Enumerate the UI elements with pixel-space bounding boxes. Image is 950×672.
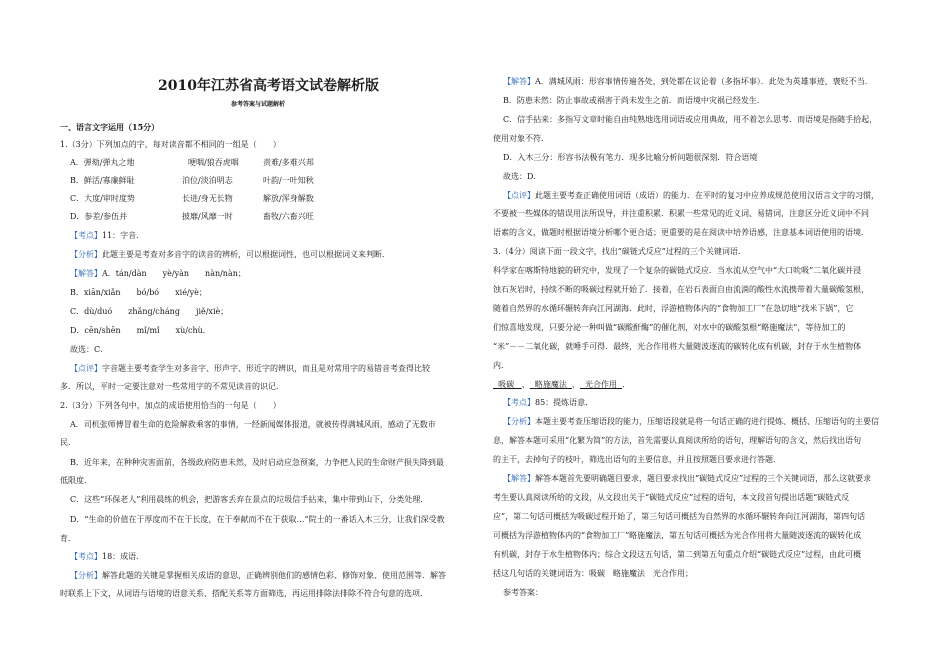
q1-d-part3: 畜牧/六畜兴旺 <box>263 212 314 221</box>
answer-blank-2 <box>530 380 572 389</box>
q2-option-a-cont: 民． <box>60 438 76 447</box>
jieda-tag: 【解答】 <box>503 474 535 483</box>
q1-dianping <box>70 363 430 374</box>
q1-jieda <box>70 268 246 279</box>
q2-dianping <box>503 190 879 201</box>
q2-stem: 2.（3分）下列各句中，加点的成语使用恰当的一句是（ ） <box>60 401 281 410</box>
q1-a-part2: 哽咽/狼吞虎咽 <box>188 158 239 167</box>
q1-c-part2: 长进/身无长物 <box>182 194 233 203</box>
fenxi-tag: 【分析】 <box>70 250 102 259</box>
answer-1: 吸碳 <box>498 380 515 389</box>
q3-kaodian-text: 85：提炼语意． <box>535 398 594 407</box>
q3-jieda-line4: 可概括为浮游植物体内的“食物加工厂”略施魔法，第五句话可概括为光合作用将大量随波逐流的碳转化成 <box>493 531 862 540</box>
q3-answer-blanks: 吸碳 、 略施魔法 、 光合作用 ． <box>493 379 630 390</box>
q2-option-c: C．这些“环保老人”利用晨练的机会，把游客丢弃在景点的垃圾信手拈来，集中带到山下，分类处理． <box>70 495 429 504</box>
q1-fenxi <box>70 249 390 260</box>
answer-3: 光合作用 <box>585 380 618 389</box>
jieda-tag: 【解答】 <box>70 269 102 278</box>
answer-blank-1 <box>493 380 522 389</box>
q1-option-b <box>70 175 314 186</box>
jieda-tag: 【解答】 <box>503 77 535 86</box>
kaodian-tag: 【考点】 <box>70 231 102 240</box>
q2-kaodian <box>70 551 144 562</box>
q3-jieda-line2: 考生要认真阅读所给的文段，从文段出关于“碳链式反应”过程的语句，本文段首句提出话题“碳链式反 <box>493 493 850 502</box>
dianping-tag: 【点评】 <box>70 364 102 373</box>
q3-stem: 3.（4分）阅读下面一段文字，找出“碳链式反应”过程的三个关键词语． <box>493 247 746 256</box>
q1-jieda-c: C．dù/duó zhǎng/cháng jiě/xiè； <box>70 307 229 316</box>
q1-dianping-line1: 字音题主要考查学生对多音字、形声字、形近字的辨识，而且是对常用字的易错音考查得比较 <box>102 364 430 373</box>
q2-jieda-c-cont: 使用对象不符． <box>493 134 549 143</box>
q1-option-c <box>70 193 314 204</box>
q1-option-d <box>70 211 314 222</box>
q3-jieda-line5: 有机碳，封存于水生植物体内；综合文段这五句话，第二到第五句重点介绍“碳链式反应”过程，由此可概 <box>493 550 862 559</box>
q1-d-part1: D．参差/参伍并 <box>70 212 128 221</box>
q1-kaodian <box>70 230 144 241</box>
q1-fenxi-text: 此题主要是考查对多音字的读音的辨析，可以根据词性，也可以根据词义来判断． <box>102 250 390 259</box>
kaodian-tag: 【考点】 <box>503 398 535 407</box>
q2-dianping-line2: 不要被一些媒体的错误用法所误导，并注重积累．积累一些常见的近义词、易错词，注意区分近义词中不同 <box>493 209 869 218</box>
page-subtitle: 参考答案与试题解析 <box>231 101 286 108</box>
q1-kaodian-text: 11：字音． <box>102 231 145 240</box>
q3-fenxi-line1: 本题主要考查压缩语段的能力，压缩语段就是将一句话正确的进行提炼、概括、压缩语句的主要信 <box>535 417 879 426</box>
q1-jieda-b: B．xiān/xiǎn bó/bó xié/yè； <box>70 288 207 297</box>
q3-fenxi-line2: 息，解答本题可采用“化繁为简”的方法，首先需要认真阅读所给的语句，理解语句的含义，然后找出语句 <box>493 436 862 445</box>
q2-option-a: A．司机张师傅冒着生命的危险解救乘客的事情，一经新闻媒体报道，就被传得满城风雨，感动了无数市 <box>70 420 436 429</box>
q2-fenxi-line2: 时联系上下文，从词语与语境的语意关系、搭配关系等方面筛选，再运用排除法排除不符合句意的选项． <box>60 589 428 598</box>
q1-answer: 故选：C． <box>70 345 109 354</box>
q3-fenxi-line3: 的主干，去掉句子的枝叶，筛选出语句的主要信息，并且按照题目要求进行答题． <box>493 455 781 464</box>
q2-jieda-c: C．信手拈来：多指写文章时能自由纯熟地选用词语或应用典故，用不着怎么思考．而语境是指随手拾起， <box>503 115 878 124</box>
q3-kaodian <box>503 397 593 408</box>
q2-option-b: B．近年来，在种种灾害面前，各级政府防患未然，及时启动应急预案，力争把人民的生命财产损失降到最 <box>70 458 444 467</box>
q1-b-part2: 泊位/淡泊明志 <box>182 176 233 185</box>
q2-dianping-line3: 语素的含义，做题时根据语境分析哪个更合适；更重要的是在阅读中培养语感，注意基本词语使用的语境． <box>493 228 869 237</box>
q3-passage-line5: “米”－－二氧化碳，就唾手可得．最终，光合作用将大量随波逐流的碳转化成有机碳，封存于水生植物体 <box>493 342 862 351</box>
page-title: 2010年江苏省高考语文试卷解析版 <box>158 78 379 94</box>
fenxi-tag: 【分析】 <box>503 417 535 426</box>
q3-jieda-line3: 应”，第二句话可概括为吸碳过程开始了，第三句话可概括为自然界的水循环辗转奔向江河湖海，第四句话 <box>493 512 866 521</box>
q2-fenxi <box>70 570 446 581</box>
q1-option-a <box>70 157 314 168</box>
dianping-tag: 【点评】 <box>503 191 535 200</box>
q2-dianping-line1: 此题主要考查正确使用词语（成语）的能力．在平时的复习中应养成规范使用汉语言文字的习惯， <box>535 191 879 200</box>
q1-c-part1: C．大度/审时度势 <box>70 194 135 203</box>
q1-dianping-line2: 多．所以，平时一定要注意对一些常用字的不常见读音的识记． <box>60 382 284 391</box>
q3-jieda-line1: 解答本题首先要明确题目要求，题目要求找出“碳链式反应”过程的三个关键词语，那么这就要求 <box>535 474 872 483</box>
q1-a-part1: A．弹劾/弹丸之地 <box>70 158 135 167</box>
q1-jieda-a: A．tán/dàn yè/yàn nàn/nàn； <box>102 269 246 278</box>
q1-b-part3: 叶韵/一叶知秋 <box>263 176 314 185</box>
kaodian-tag: 【考点】 <box>70 552 102 561</box>
q2-answer: 故选：D． <box>503 172 542 181</box>
q3-passage-line2: 蚀石灰岩时，持续不断的吸碳过程就开始了．接着，在岩石表面自由流淌的酸性水流携带着大量碳酸氢根， <box>493 285 869 294</box>
q1-c-part3: 解放/浑身解数 <box>263 194 314 203</box>
separator-2: 、 <box>571 380 580 389</box>
q3-passage-line1: 科学家在喀斯特地貌的研究中，发现了一个复杂的碳链式反应．当水流从空气中“大口吮吸”二氧化碳并浸 <box>493 266 862 275</box>
q1-stem: 1.（3分）下列加点的字，每对读音都不相同的一组是（ ） <box>60 140 281 149</box>
q3-passage-line3: 随着自然界的水循环辗转奔向江河湖海．此时，浮游植物体内的“食物加工厂”在急切地“找米下锅”，它 <box>493 304 854 313</box>
answer-2: 略施魔法 <box>534 380 567 389</box>
q2-kaodian-text: 18：成语． <box>102 552 145 561</box>
fenxi-tag: 【分析】 <box>70 571 102 580</box>
q3-jieda-line6: 括这几句话的关键词语为：吸碳 略施魔法 光合作用； <box>493 569 693 578</box>
q3-jieda <box>503 473 871 484</box>
q3-fenxi <box>503 416 879 427</box>
q1-d-part2: 披靡/风靡一时 <box>182 212 233 221</box>
q2-jieda-d: D．入木三分：形容书法极有笔力．现多比喻分析问题很深刻．符合语境 <box>503 153 758 162</box>
q2-fenxi-line1: 解答此题的关键是掌握相关成语的意思，正确辨别他们的感情色彩、修饰对象、使用范围等．解答 <box>102 571 446 580</box>
q2-jieda-b: B．防患未然：防止事故或祸害于尚未发生之前．而语境中灾祸已经发生． <box>503 96 765 105</box>
separator-1: 、 <box>521 380 530 389</box>
q2-option-d: D．“生命的价值在于厚度而不在于长度，在于奉献而不在于获取…”院士的一番话入木三分，让我们深受教 <box>70 515 445 524</box>
q1-b-part1: B．鲜活/寡廉鲜耻 <box>70 176 135 185</box>
q2-option-d-cont: 育． <box>60 534 76 543</box>
q1-jieda-d: D．cēn/shēn mǐ/mǐ xù/chù． <box>70 326 211 335</box>
q3-reference: 参考答案： <box>503 588 543 597</box>
q2-jieda <box>503 76 873 87</box>
q3-passage-line4: 们惊喜地发现，只要分泌一种叫做“碳酸酐酶”的催化剂，对水中的碳酸氢根“略施魔法”，等待加工的 <box>493 323 846 332</box>
section-heading: 一、语言文字运用（15分） <box>60 122 160 132</box>
q1-a-part3: 责难/多难兴邦 <box>263 158 314 167</box>
answer-blank-3 <box>580 380 622 389</box>
q2-option-b-cont: 低限度． <box>60 476 92 485</box>
q3-passage-line6: 内． <box>493 361 509 370</box>
q2-jieda-a: A．满城风雨：形容事情传遍各处，到处都在议论着（多指坏事）．此处为英雄事迹，褒贬不当． <box>535 77 873 86</box>
